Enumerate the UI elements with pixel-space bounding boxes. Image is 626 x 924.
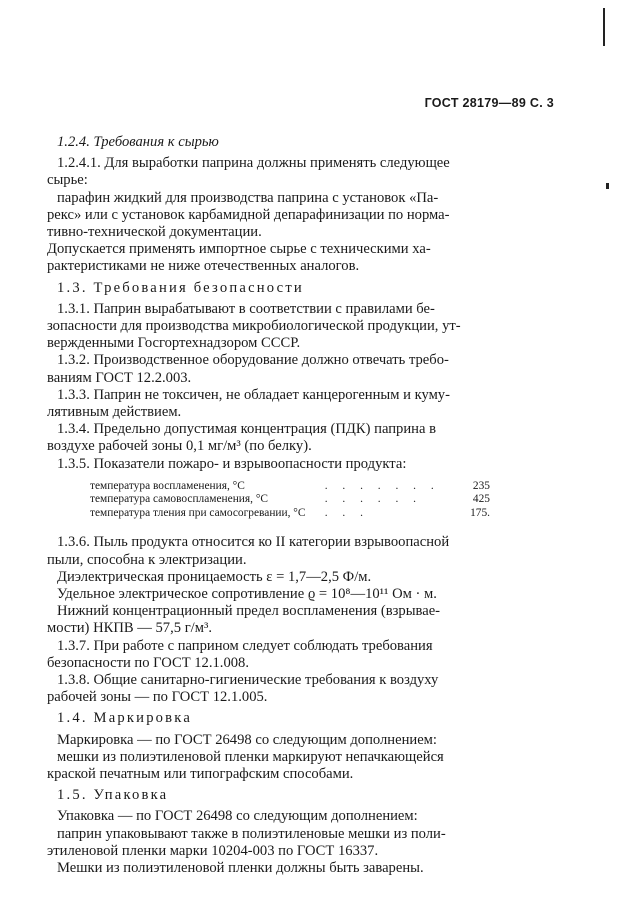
scan-mark-right-top [603,8,605,46]
prop-value: 425 [472,493,490,506]
leader-dots: . . . [324,506,369,519]
prop-label: температура тления при самосогревании, °С [90,506,306,519]
scan-mark-right-dot [606,183,609,189]
paragraph-1-3-2-line2: ваниям ГОСТ 12.2.003. [47,369,192,386]
paragraph-packing-line3: этиленовой пленки марки 10204-003 по ГОСТ 16337. [47,842,379,859]
section-1-3-title: 1.3. Требования безопасности [57,279,304,296]
paragraph-packing-line4: Мешки из полиэтиленовой пленки должны быть заварены. [57,860,424,877]
prop-label: температура самовоспламенения, °С [90,493,268,506]
paragraph-nkpv-line1: Нижний концентрационный предел воспламенения (взрывае- [57,603,441,620]
paragraph-1-3-4-line1: 1.3.4. Предельно допустимая концентрация (ПДК) паприна в [57,421,436,438]
paragraph-1-2-4-1-line4: рекс» или с установок карбамидной депарафинизации по норма- [47,206,450,223]
table-row [90,480,490,494]
paragraph-1-3-7-line1: 1.3.7. При работе с паприном следует соблюдать требования [57,637,433,654]
paragraph-1-3-3-line1: 1.3.3. Паприн не токсичен, не обладает канцерогенным и куму- [57,386,450,403]
paragraph-1-3-8-line1: 1.3.8. Общие санитарно-гигиенические требования к воздуху [57,671,439,688]
paragraph-1-3-6-line1: 1.3.6. Пыль продукта относится ко II категории взрывоопасной [57,534,450,551]
section-1-4-title: 1.4. Маркировка [57,710,193,727]
paragraph-1-3-5: 1.3.5. Показатели пожаро- и взрывоопасности продукта: [57,455,407,472]
prop-value: 175. [470,506,490,519]
paragraph-1-3-1-line1: 1.3.1. Паприн вырабатывают в соответствии с правилами бе- [57,300,435,317]
leader-dots: . . . . . . [324,493,423,506]
table-row [90,493,490,507]
paragraph-marking-line1: Маркировка — по ГОСТ 26498 со следующим дополнением: [57,731,437,748]
paragraph-1-3-4-line2: воздухе рабочей зоны 0,1 мг/м³ (по белку). [47,438,312,455]
paragraph-1-3-1-line3: вержденными Госгортехнадзором СССР. [47,335,301,352]
paragraph-import-line2: рактеристиками не ниже отечественных аналогов. [47,258,360,275]
page-header: ГОСТ 28179—89 С. 3 [424,96,554,110]
paragraph-1-3-3-line2: лятивным действием. [47,404,182,421]
section-1-5-title: 1.5. Упаковка [57,787,169,804]
document-body [47,134,555,877]
paragraph-marking-line3: краской печатным или типографским способами. [47,766,354,782]
paragraph-import-line1: Допускается применять импортное сырье с техническими ха- [47,241,431,258]
paragraph-packing-line1: Упаковка — по ГОСТ 26498 со следующим дополнением: [57,808,418,825]
paragraph-1-2-4-1-line2: сырье: [47,172,88,189]
paragraph-1-3-1-line2: зопасности для производства микробиологической продукции, ут- [47,318,461,335]
fire-hazard-table [90,480,490,521]
paragraph-marking-line2: мешки из полиэтиленовой пленки маркируют непачкающейся [57,748,444,765]
paragraph-1-3-6-line2: пыли, способна к электризации. [47,551,247,568]
paragraph-dielectric: Диэлектрическая проницаемость ε = 1,7—2,5 Ф/м. [57,568,372,585]
paragraph-1-3-8-line2: рабочей зоны — по ГОСТ 12.1.005. [47,689,268,706]
paragraph-1-3-2-line1: 1.3.2. Производственное оборудование должно отвечать требо- [57,352,449,369]
leader-dots: . . . . . . . [324,479,440,492]
prop-label: температура воспламенения, °С [90,479,245,492]
prop-value: 235 [472,479,490,492]
paragraph-1-3-7-line2: безопасности по ГОСТ 12.1.008. [47,654,249,671]
paragraph-1-2-4-1-line1: 1.2.4.1. Для выработки паприна должны применять следующее [57,155,450,172]
paragraph-nkpv-line2: мости) НКПВ — 57,5 г/м³. [47,620,212,637]
paragraph-packing-line2: паприн упаковывают также в полиэтиленовые мешки из поли- [57,825,446,842]
paragraph-resistance: Удельное электрическое сопротивление ϱ = 10⁸—10¹¹ Ом · м. [57,585,437,602]
paragraph-1-2-4-1-line5: тивно-технической документации. [47,224,262,241]
table-row [90,507,490,521]
section-1-2-4-title: 1.2.4. Требования к сырью [57,134,219,150]
paragraph-1-2-4-1-line3: парафин жидкий для производства паприна с установок «Па- [57,189,439,206]
